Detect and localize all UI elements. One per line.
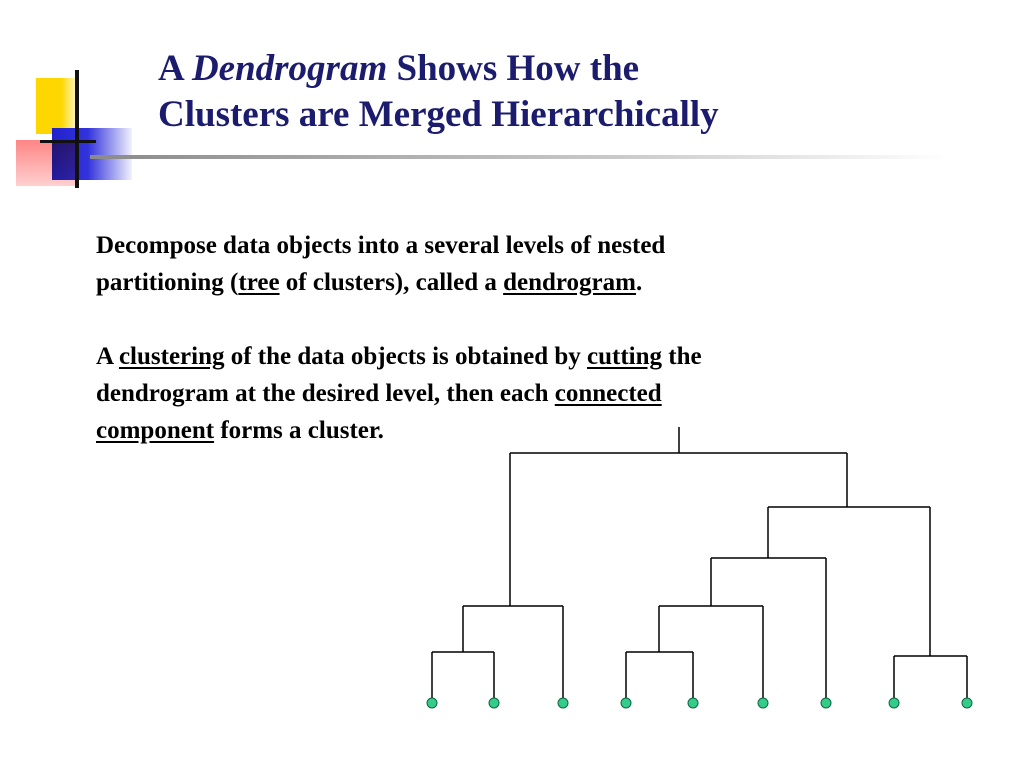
para2-text-2: of the data objects is obtained by [224,343,587,370]
para2-text-4: dendrogram at the desired level, then each [96,380,555,407]
dendrogram-leaf-5 [688,698,698,708]
dendrogram-leaf-8 [889,698,899,708]
term-dendrogram: dendrogram [503,269,636,296]
slide-title [158,46,998,138]
dendrogram-branches [432,427,967,703]
title-italic-word: Dendrogram [191,48,388,89]
decorative-horizontal-line [40,140,96,143]
dendrogram-leaf-7 [821,698,831,708]
term-connected: connected [554,380,662,407]
term-clustering: clustering [118,343,225,370]
term-tree: tree [238,269,280,296]
para1-text-4: . [635,269,643,296]
dendrogram-leaf-9 [962,698,972,708]
para2-text-1: A [96,343,119,370]
title-line-2: Clusters are Merged Hierarchically [158,94,719,135]
paragraph-clustering [96,338,996,449]
para1-text-1: Decompose data objects into a several levels of nested [96,232,666,259]
dendrogram-leaf-1 [427,698,437,708]
term-cutting: cutting [587,343,662,370]
title-line-1 [158,46,998,92]
dendrogram-leaf-2 [489,698,499,708]
para2-text-5: forms a cluster. [214,417,384,444]
decorative-yellow-square [36,78,78,134]
para1-text-3: of clusters), called a [279,269,504,296]
dendrogram-leaf-4 [621,698,631,708]
decorative-red-square [16,140,78,186]
title-prefix: A [158,48,192,89]
title-suffix: Shows How the [387,48,640,89]
title-underline-rule [90,155,950,159]
decorative-vertical-line [75,70,79,188]
term-component: component [96,417,215,444]
dendrogram-leaf-6 [758,698,768,708]
dendrogram-leaves [427,698,972,708]
dendrogram-leaf-3 [558,698,568,708]
para2-text-3: the [662,343,702,370]
para1-text-2: partitioning ( [96,269,239,296]
paragraph-decompose [96,227,996,301]
